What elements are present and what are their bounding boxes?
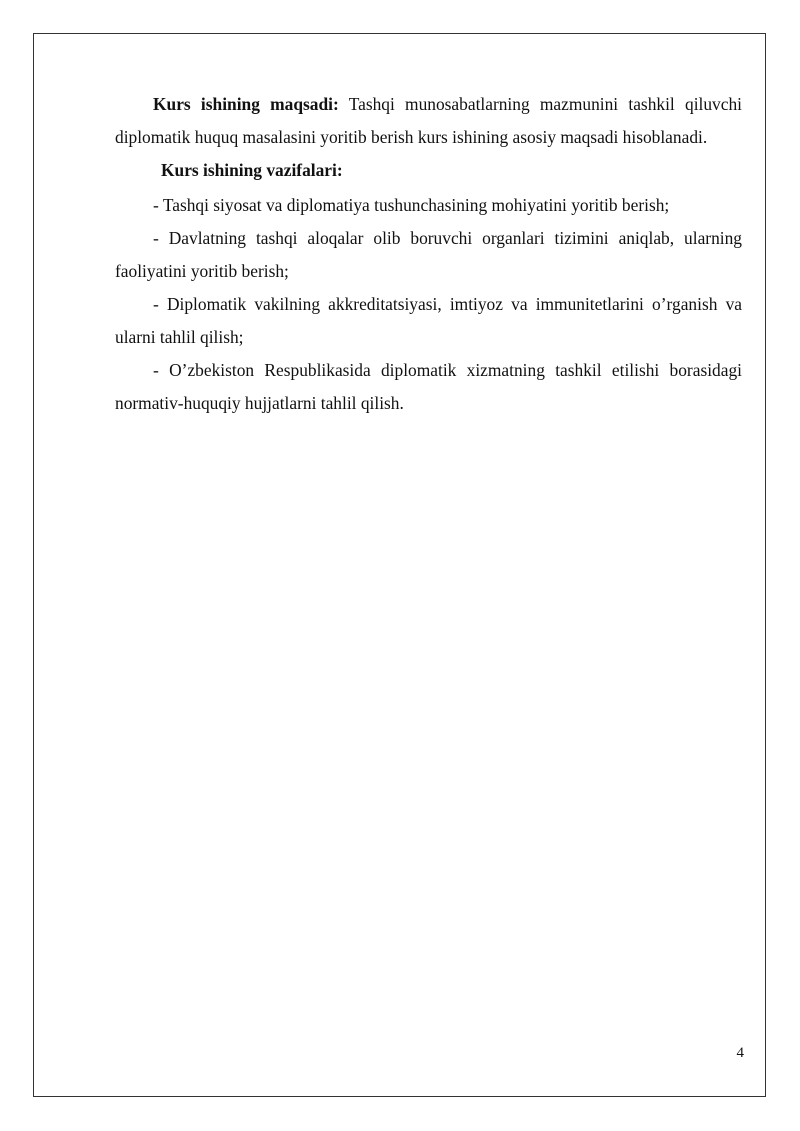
purpose-label: Kurs ishining maqsadi: [153,94,339,114]
task-item-4: - O’zbekiston Respublikasida diplomatik xizmatning tashkil etilishi borasidagi normativ-huquqiy hujjatlarni tahlil qilish. [115,360,742,413]
tasks-heading: Kurs ishining vazifalari: [161,160,343,180]
page-number: 4 [736,1045,744,1061]
task-item-1: - Tashqi siyosat va diplomatiya tushunchasining mohiyatini yoritib berish; [153,195,670,215]
purpose-text: Tashqi munosabatlarning mazmunini tashkil qiluvchi diplomatik huquq masalasini yoritib berish kurs ishining asosiy maqsadi hisoblanadi. [115,94,742,147]
purpose-paragraph [115,88,742,154]
task-item-3: - Diplomatik vakilning akkreditatsiyasi, imtiyoz va immunitetlarini o’rganish va ularni tahlil qilish; [115,294,742,347]
task-item-2: - Davlatning tashqi aloqalar olib boruvchi organlari tizimini aniqlab, ularning faoliyatini yoritib berish; [115,228,742,281]
document-body [115,88,742,420]
